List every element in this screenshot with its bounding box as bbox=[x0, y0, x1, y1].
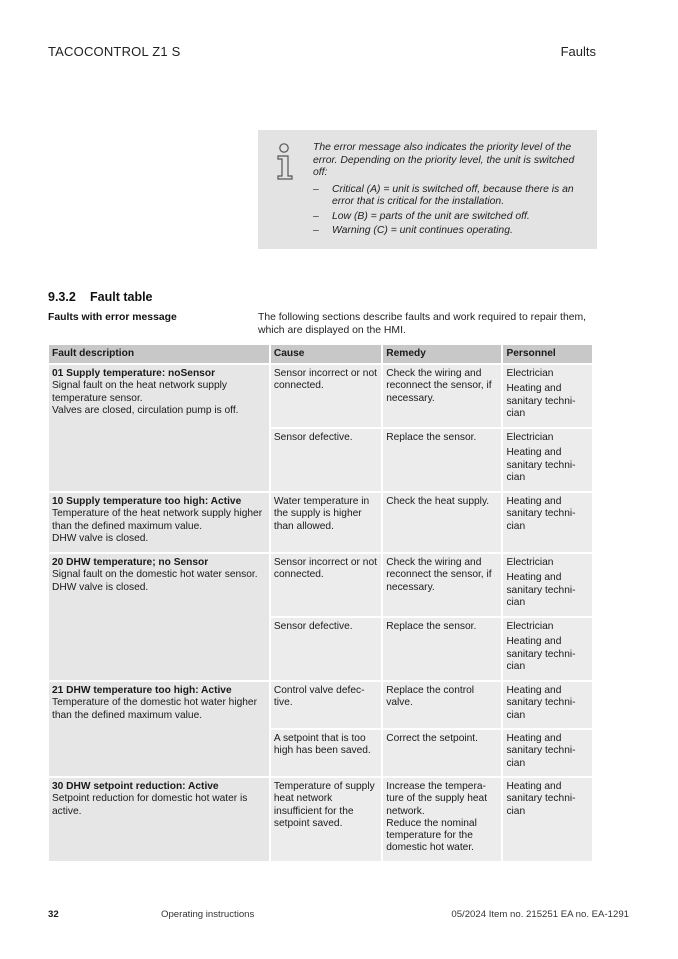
header-title: TACOCONTROL Z1 S bbox=[48, 44, 181, 59]
remedy-cell: Replace the sensor. bbox=[383, 618, 501, 680]
cause-cell: A setpoint that is too high has been saved. bbox=[271, 730, 381, 776]
cause-cell: Sensor defective. bbox=[271, 618, 381, 680]
footer-item-number: 05/2024 Item no. 215251 EA no. EA-1291 bbox=[451, 909, 629, 920]
footer-doc-type: Operating instructions bbox=[161, 909, 255, 920]
note-intro: The error message also indicates the priority level of the error. Depending on the priority level, the unit is switched off: bbox=[313, 142, 575, 179]
table-header-row bbox=[49, 345, 592, 363]
column-header: Cause bbox=[271, 345, 381, 363]
subsection-description: The following sections describe faults and work required to repair them, which are displayed on the HMI. bbox=[258, 312, 587, 336]
personnel-cell: Electrician Heating and sanitary techni-cian bbox=[503, 429, 592, 491]
table-row bbox=[49, 778, 592, 861]
table-row bbox=[49, 493, 592, 552]
cause-cell: Temperature of supply heat network insufficient for the setpoint saved. bbox=[271, 778, 381, 861]
note-item: – Critical (A) = unit is switched off, because there is an error that is critical for the installation. bbox=[313, 183, 574, 208]
table-row bbox=[49, 365, 592, 427]
table-row bbox=[49, 554, 592, 616]
column-header: Fault description bbox=[49, 345, 269, 363]
info-icon bbox=[276, 142, 298, 180]
table-row bbox=[49, 682, 592, 728]
fault-description: 10 Supply temperature too high: Active Temperature of the heat network supply higher than the defined maximum value. DHW valve is closed. bbox=[49, 493, 269, 552]
cause-cell: Sensor incorrect or not connected. bbox=[271, 554, 381, 616]
personnel-cell: Heating and sanitary techni-cian bbox=[503, 730, 592, 776]
subsection-label: Faults with error message bbox=[48, 312, 177, 323]
cause-cell: Sensor incorrect or not connected. bbox=[271, 365, 381, 427]
note-item: – Warning (C) = unit continues operating. bbox=[313, 224, 513, 236]
note-item: – Low (B) = parts of the unit are switched off. bbox=[313, 210, 530, 222]
cause-cell: Control valve defec-tive. bbox=[271, 682, 381, 728]
remedy-cell: Check the wiring and reconnect the sensor, if necessary. bbox=[383, 365, 501, 427]
fault-description: 21 DHW temperature too high: Active Temperature of the domestic hot water higher than the defined maximum value. bbox=[49, 682, 269, 776]
remedy-cell: Replace the control valve. bbox=[383, 682, 501, 728]
column-header: Personnel bbox=[503, 345, 592, 363]
personnel-cell: Heating and sanitary techni-cian bbox=[503, 682, 592, 728]
personnel-cell: Electrician Heating and sanitary techni-cian bbox=[503, 618, 592, 680]
personnel-cell: Electrician Heating and sanitary techni-cian bbox=[503, 365, 592, 427]
cause-cell: Water temperature in the supply is higher than allowed. bbox=[271, 493, 381, 552]
remedy-cell: Correct the setpoint. bbox=[383, 730, 501, 776]
personnel-cell: Heating and sanitary techni-cian bbox=[503, 778, 592, 861]
cause-cell: Sensor defective. bbox=[271, 429, 381, 491]
remedy-cell: Check the wiring and reconnect the sensor, if necessary. bbox=[383, 554, 501, 616]
header-section: Faults bbox=[560, 44, 596, 59]
remedy-cell: Increase the tempera-ture of the supply heat network. Reduce the nominal temperature for the domestic hot water. bbox=[383, 778, 501, 861]
personnel-cell: Electrician Heating and sanitary techni-cian bbox=[503, 554, 592, 616]
remedy-cell: Check the heat supply. bbox=[383, 493, 501, 552]
fault-description: 01 Supply temperature: noSensor Signal fault on the heat network supply temperature sensor. Valves are closed, circulation pump is off. bbox=[49, 365, 269, 491]
note-list bbox=[313, 184, 581, 238]
fault-description: 30 DHW setpoint reduction: Active Setpoint reduction for domestic hot water is active. bbox=[49, 778, 269, 861]
fault-table bbox=[47, 343, 594, 863]
info-note bbox=[258, 130, 597, 249]
fault-description: 20 DHW temperature; no Sensor Signal fault on the domestic hot water sensor. DHW valve is closed. bbox=[49, 554, 269, 680]
section-heading: 9.3.2 Fault table bbox=[48, 290, 153, 304]
column-header: Remedy bbox=[383, 345, 501, 363]
page-number: 32 bbox=[48, 909, 59, 920]
personnel-cell: Heating and sanitary techni-cian bbox=[503, 493, 592, 552]
remedy-cell: Replace the sensor. bbox=[383, 429, 501, 491]
